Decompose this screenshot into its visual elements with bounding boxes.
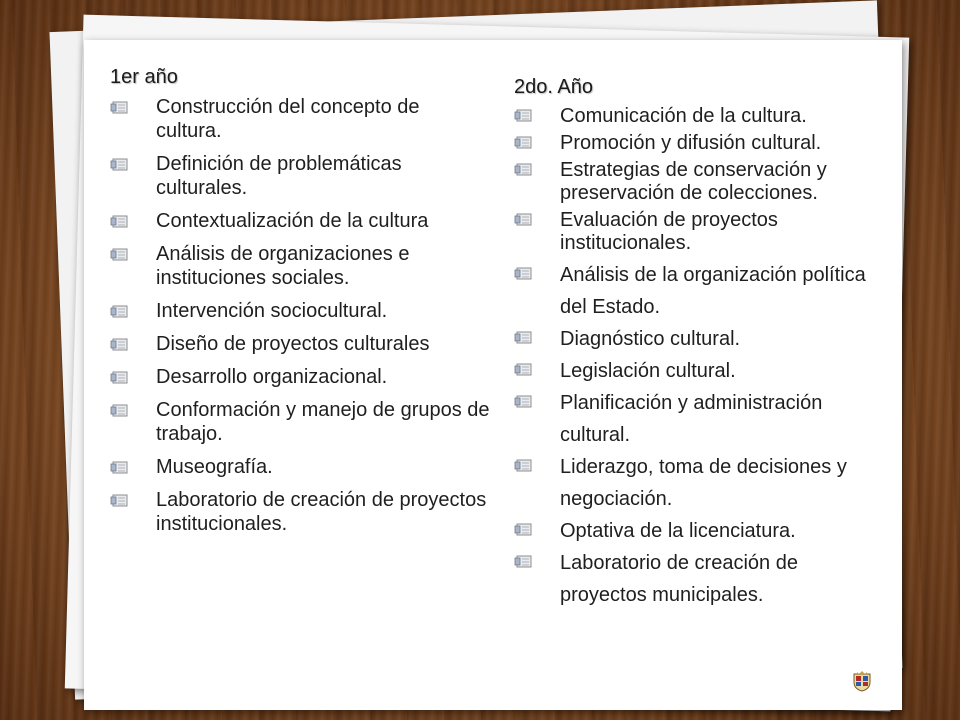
list-item-text: Diagnóstico cultural. (560, 328, 741, 350)
list-item-text: Construcción del concepto de cultura. (156, 96, 420, 142)
notepad-bullet-icon (110, 248, 128, 261)
list-item (110, 365, 490, 389)
notepad-bullet-icon (110, 494, 128, 507)
list-item (110, 398, 490, 446)
notepad-bullet-icon (514, 136, 532, 149)
first-year-heading: 1er año (110, 66, 178, 88)
list-item-text: Análisis de organizaciones e instituciones sociales. (156, 243, 410, 289)
first-year-column (110, 66, 490, 545)
notepad-bullet-icon (514, 555, 532, 568)
notepad-bullet-icon (514, 331, 532, 344)
list-item-text: Análisis de la organización política del Estado. (560, 264, 866, 318)
list-item (514, 451, 874, 515)
notepad-bullet-icon (514, 163, 532, 176)
list-item (110, 209, 490, 233)
list-item-text: Diseño de proyectos culturales (156, 333, 430, 355)
list-item (514, 547, 874, 611)
list-item-text: Museografía. (156, 456, 273, 478)
list-item (514, 355, 874, 387)
list-item-text: Planificación y administración cultural. (560, 392, 823, 446)
list-item-text: Intervención sociocultural. (156, 300, 388, 322)
notepad-bullet-icon (514, 109, 532, 122)
list-item-text: Laboratorio de creación de proyectos institucionales. (156, 489, 487, 535)
list-item (514, 209, 874, 255)
notepad-bullet-icon (110, 338, 128, 351)
second-year-list (514, 105, 874, 611)
second-year-column (514, 76, 874, 611)
list-item-text: Laboratorio de creación de proyectos municipales. (560, 552, 798, 606)
second-year-heading: 2do. Año (514, 76, 593, 98)
list-item (514, 515, 874, 547)
notepad-bullet-icon (110, 158, 128, 171)
notepad-bullet-icon (110, 305, 128, 318)
first-year-list (110, 95, 490, 536)
notepad-bullet-icon (514, 523, 532, 536)
list-item (110, 242, 490, 290)
list-item-text: Conformación y manejo de grupos de trabajo. (156, 399, 490, 445)
list-item (514, 259, 874, 323)
notepad-bullet-icon (514, 213, 532, 226)
list-item-text: Estrategias de conservación y preservación de colecciones. (560, 159, 827, 204)
list-item-text: Evaluación de proyectos institucionales. (560, 209, 778, 254)
notepad-bullet-icon (110, 404, 128, 417)
list-item (110, 299, 490, 323)
list-item (110, 332, 490, 356)
list-item (514, 387, 874, 451)
list-item (110, 455, 490, 479)
crest-seal-icon (851, 670, 873, 692)
notepad-bullet-icon (110, 371, 128, 384)
notepad-bullet-icon (514, 459, 532, 472)
list-item (110, 488, 490, 536)
list-item-text: Liderazgo, toma de decisiones y negociación. (560, 456, 847, 510)
list-item-text: Desarrollo organizacional. (156, 366, 388, 388)
notepad-bullet-icon (514, 395, 532, 408)
list-item (514, 323, 874, 355)
notepad-bullet-icon (110, 101, 128, 114)
list-item-text: Optativa de la licenciatura. (560, 520, 796, 542)
list-item (110, 95, 490, 143)
notepad-bullet-icon (110, 215, 128, 228)
list-item (514, 105, 874, 128)
notepad-bullet-icon (514, 267, 532, 280)
notepad-bullet-icon (110, 461, 128, 474)
list-item-text: Definición de problemáticas culturales. (156, 153, 402, 199)
list-item (514, 159, 874, 205)
list-item-text: Contextualización de la cultura (156, 210, 429, 232)
list-item-text: Promoción y difusión cultural. (560, 132, 822, 154)
list-item (514, 132, 874, 155)
list-item-text: Legislación cultural. (560, 360, 736, 382)
list-item-text: Comunicación de la cultura. (560, 105, 807, 127)
list-item (110, 152, 490, 200)
notepad-bullet-icon (514, 363, 532, 376)
